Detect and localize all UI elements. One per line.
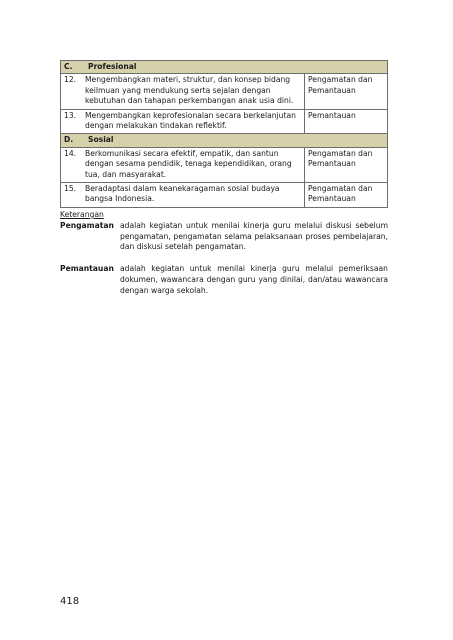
competency-cell — [61, 74, 305, 109]
page-number: 418 — [60, 596, 80, 607]
competency-cell — [61, 183, 305, 208]
note-definition: adalah kegiatan untuk menilai kinerja guru melalui diskusi sebelum pengamatan, pengamatan selama pelaksanaan proses pembelajaran, dan diskusi setelah pengamatan. — [120, 220, 388, 252]
section-title: Sosial — [88, 135, 114, 145]
note-term: Pemantauan — [60, 264, 114, 274]
competency-table — [60, 60, 388, 208]
method-cell: Pengamatan dan Pemantauan — [305, 147, 388, 182]
competency-cell — [61, 147, 305, 182]
section-header-cell — [61, 61, 388, 74]
section-title: Profesional — [88, 62, 137, 71]
item-text: Berkomunikasi secara efektif, empatik, dan santun dengan sesama pendidik, tenaga kependidikan, orang tua, dan masyarakat. — [85, 148, 292, 179]
notes-section — [60, 210, 388, 297]
item-number: 15. — [64, 184, 77, 194]
method-cell: Pengamatan dan Pemantauan — [305, 74, 388, 109]
method-cell: Pemantauan — [305, 109, 388, 134]
table-row — [61, 74, 388, 109]
item-text: Mengembangkan materi, struktur, dan konsep bidang keilmuan yang mendukung serta sejalan dengan kebutuhan dan tahapan perkembangan anak usia dini. — [85, 75, 294, 106]
notes-heading: Keterangan — [60, 210, 104, 219]
section-letter: C. — [64, 62, 73, 71]
section-header-cell — [61, 134, 388, 147]
note-definition: adalah kegiatan untuk menilai kinerja guru melalui pemeriksaan dokumen, wawancara dengan guru yang dinilai, dan/atau wawancara dengan warga sekolah. — [120, 264, 388, 295]
competency-cell — [61, 109, 305, 134]
item-number: 14. — [64, 148, 77, 158]
table-row — [61, 147, 388, 182]
note-entry-pengamatan — [60, 221, 388, 253]
item-text: Mengembangkan keprofesionalan secara berkelanjutan dengan melakukan tindakan reflektif. — [85, 110, 296, 131]
table-row — [61, 109, 388, 134]
note-entry-pemantauan — [60, 264, 388, 296]
section-letter: D. — [64, 135, 74, 145]
method-cell: Pengamatan dan Pemantauan — [305, 183, 388, 208]
note-term: Pengamatan — [60, 220, 114, 230]
item-number: 12. — [64, 75, 77, 85]
section-header-sosial — [61, 134, 388, 147]
section-header-profesional — [61, 61, 388, 74]
item-text: Beradaptasi dalam keanekaragaman sosial budaya bangsa Indonesia. — [85, 184, 280, 204]
item-number: 13. — [64, 110, 77, 120]
table-row — [61, 183, 388, 208]
